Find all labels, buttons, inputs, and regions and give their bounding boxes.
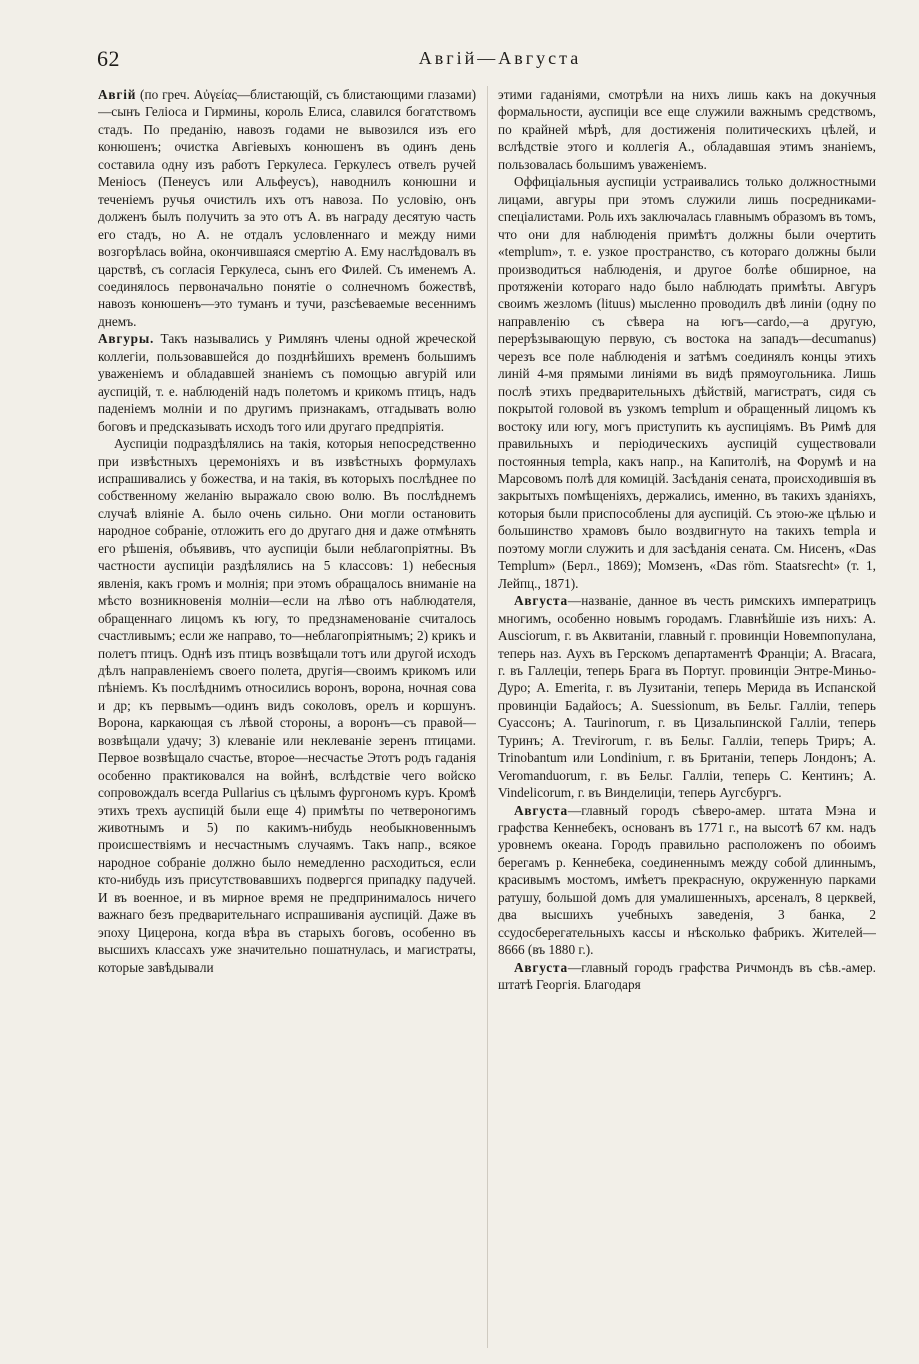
entry-text: Такъ назывались у Римлянъ члены одной жреческой коллегіи, пользовавшейся до позднѣйшихъ временъ большимъ уваженіемъ и обладавшей знаніемъ съ помощью авгурій или ауспицій, т. е. наблюденій надъ полетомъ и крикомъ птицъ, надъ паденіемъ молніи и по другимъ признакамъ, отгадывать волю боговъ и предсказывать исходъ того или другаго предпріятія. [98, 331, 476, 434]
entry-text: этими гаданіями, смотрѣли на нихъ лишь какъ на докучныя формальности, ауспиціи все еще служили важнымъ средствомъ, по крайней мѣрѣ, для достиженія политическихъ цѣлей, и вслѣдствіе этого и коллегія А., обладавшая этимъ знаніемъ, пользовалась большимъ уваженіемъ. [498, 87, 876, 172]
entry-continuation [498, 173, 876, 592]
right-column [498, 86, 876, 1348]
entry-avgusta-3 [498, 959, 876, 994]
entry-text: —главный городъ сѣверо-амер. штата Мэна и графства Кеннебекъ, основанъ въ 1771 г., на высотѣ 67 км. надъ уровнемъ океана. Городъ правильно расположенъ по обоимъ берегамъ р. Кеннебека, соединеннымъ между собой длиннымъ, красивымъ мостомъ, имѣетъ прекрасную, окруженную парками ратушу, большой домъ для умалишенныхъ, арсеналъ, 8 церквей, два высшихъ учебныхъ заведенія, 3 банка, 2 ссудосберегательныхъ кассы и нѣсколько фабрикъ. Жителей—8666 (въ 1880 г.). [498, 802, 876, 958]
entry-avgusta-2 [498, 802, 876, 959]
entry-avgiy [98, 86, 476, 330]
headword: Августа [514, 593, 568, 609]
running-head: Авгій—Августа [418, 48, 582, 68]
entry-text: —названіе, данное въ честь римскихъ императрицъ многимъ, особенно новымъ городамъ. Главнѣйшіе изъ нихъ: А. Auscіorum, г. въ Аквитаніи, главный г. провинціи Новемпопулана, теперь наз. Аухъ въ Герскомъ департаментѣ Франціи; А. Bracara, г. въ Галлеціи, теперь Брага въ Португ. провинціи Энтре-Миньо-Дуро; А. Emerita, г. въ Лузитаніи, теперь Мерида въ Испанской провинціи Бадайосъ; А. Suessionum, въ Бельг. Галліи, теперь Суассонъ; А. Taurinorum, г. въ Цизальпинской Галліи, теперь Туринъ; А. Trevirorum, г. въ Бельг. Галліи, теперь Триръ; А. Trinobantum или Londinium, г. въ Британіи, теперь Лондонъ; А. Veromanduorum, г. въ Бельг. Галліи, теперь С. Кентинъ; А. Vindelicorum, г. въ Винделиціи, теперь Аугсбургъ. [498, 593, 876, 801]
headword: Августа [514, 959, 568, 975]
headword: Августа [514, 802, 568, 818]
page-number: 62 [97, 46, 120, 71]
entry-continuation [98, 435, 476, 976]
entry-avgury [98, 330, 476, 435]
entry-text: —главный городъ графства Ричмондъ въ сѣв.-амер. штатѣ Георгія. Благодаря [498, 959, 876, 993]
entry-text: (по греч. Αὐγείας—блистающій, съ блистающими глазами)—сынъ Геліоса и Гирмины, король Елиса, славился богатствомъ стадъ. По преданію, навозъ годами не вывозился изъ его конюшенъ; очистка Авгіевыхъ конюшенъ въ одинъ день составила одну изъ работъ Геркулеса. Геркулесъ отвелъ ручей Меніосъ (Пенеусъ или Альфеусъ), наводнилъ конюшни и теченіемъ ручья очистилъ ихъ отъ навоза. По условію, онъ долженъ былъ получить за это отъ А. въ награду десятую часть его стадъ, но А. не отдалъ условленнаго и между ними возгорѣлась война, окончившаяся смертію А. Ему наслѣдовалъ въ царствѣ, съ согласія Геркулеса, сынъ его Филей. Съ именемъ А. соединялось первоначально понятіе о солнечномъ божествѣ, навозъ конюшенъ—это туманъ и тучи, разсѣеваемые весеннимъ днемъ. [98, 87, 476, 329]
headword: Авгуры. [98, 331, 155, 347]
page-header [0, 0, 919, 80]
left-column [98, 86, 476, 1348]
entry-continuation [498, 86, 876, 173]
entry-avgusta-1 [498, 592, 876, 801]
entry-text: Ауспиціи подраздѣлялись на такія, которыя непосредственно при извѣстныхъ церемоніяхъ и въ извѣстныхъ формулахъ испрашивались у божества, и на такія, въ которыхъ послѣднее по собственному желанію выражало свою волю. Въ послѣднемъ случаѣ вліяніе А. было очень сильно. Они могли остановить народное собраніе, отложить его до другаго дня и даже отмѣнять его рѣшенія, объявивъ, что ауспиціи были неблагопріятны. Въ частности ауспиціи раздѣлялись на 5 классовъ: 1) небесныя явленія, какъ громъ и молнія; при этомъ обращалось вниманіе на мѣсто возникновенія молніи—если на лѣво отъ наблюдателя, обращеннаго лицомъ къ югу, то предзнаменованіе считалось счастливымъ; если же направо, то—неблагопріятнымъ; 2) крикъ и полетъ птицъ. Однѣ изъ птицъ возвѣщали тотъ или другой исходъ дѣлъ направленіемъ своего полета, другія—своимъ крикомъ или пѣніемъ. Къ послѣднимъ относились воронъ, ворона, ночная сова и др; къ первымъ—одинъ видъ соколовъ, орелъ и коршунъ. Ворона, каркающая съ лѣвой стороны, а воронъ—съ правой—возвѣщали удачу; 3) клеваніе или неклеваніе зеренъ птицами. Первое возвѣщало счастье, второе—несчастье Этотъ родъ гаданія особенно практиковался на войнѣ, вслѣдствіе чего войско сопровождалъ всегда Pullarius съ цѣлымъ фургономъ куръ. Кромѣ этихъ трехъ ауспицій были еще 4) примѣты по четвероногимъ животнымъ и 5) по какимъ-нибудь необыкновеннымъ происшествіямъ и несчастнымъ случаямъ. Такъ напр., всякое народное собраніе должно было немедленно расходиться, если кто-нибудь изъ присутствовавшихъ подвергся припадку падучей. И въ военное, и въ мирное время не предпринималось ничего важнаго безъ предварительнаго испрашиванія ауспицій. Даже въ эпоху Цицерона, когда вѣра въ старыхъ боговъ, особенно въ высшихъ классахъ уже значительно пошатнулась, и магистраты, которые завѣдывали [98, 436, 476, 975]
column-divider [487, 86, 488, 1348]
headword: Авгій [98, 87, 137, 102]
entry-text: Оффиціальныя ауспиціи устраивались только должностными лицами, авгуры при этомъ служили лишь посредниками-спеціалистами. Роль ихъ заключалась главнымъ образомъ въ томъ, что они для наблюденія примѣтъ должны были очертить «templum», т. е. узкое пространство, съ котораго должны были производиться наблюденія, и другое болѣе обширное, на протяженіи котораго надо было наблюдать примѣты. Авгуръ своимъ жезломъ (lituus) мысленно проводилъ двѣ линіи (одну по направленію съ сѣвера на югъ—cardo,—а другую, перерѣзывающую первую, съ востока на западъ—decumanus) черезъ все поле наблюденія и затѣмъ соединялъ концы этихъ линій 4-мя прямыми линіями въ видѣ прямоугольника. Лишь послѣ этихъ предварительныхъ дѣйствій, магистратъ, сидя съ покрытой головой въ узкомъ templum и обращенный лицомъ къ востоку или югу, могъ приступить къ ауспиціямъ. Въ Римѣ для правильныхъ и періодическихъ ауспицій существовали постоянныя templa, какъ напр., на Капитоліѣ, на Форумѣ и на Марсовомъ полѣ для комицій. Засѣданія сената, происходившія въ закрытыхъ помѣщеніяхъ, держались, именно, въ такихъ зданіяхъ, которыя были приспособлены для ауспицій. Съ этою-же цѣлью и большинство храмовъ было воздвигнуто на такихъ templa и поэтому могли служить и для засѣданія сената. См. Нисенъ, «Das Templum» (Берл., 1869); Момзенъ, «Das röm. Staatsrecht» (т. 1, Лейпц., 1871). [498, 174, 876, 591]
